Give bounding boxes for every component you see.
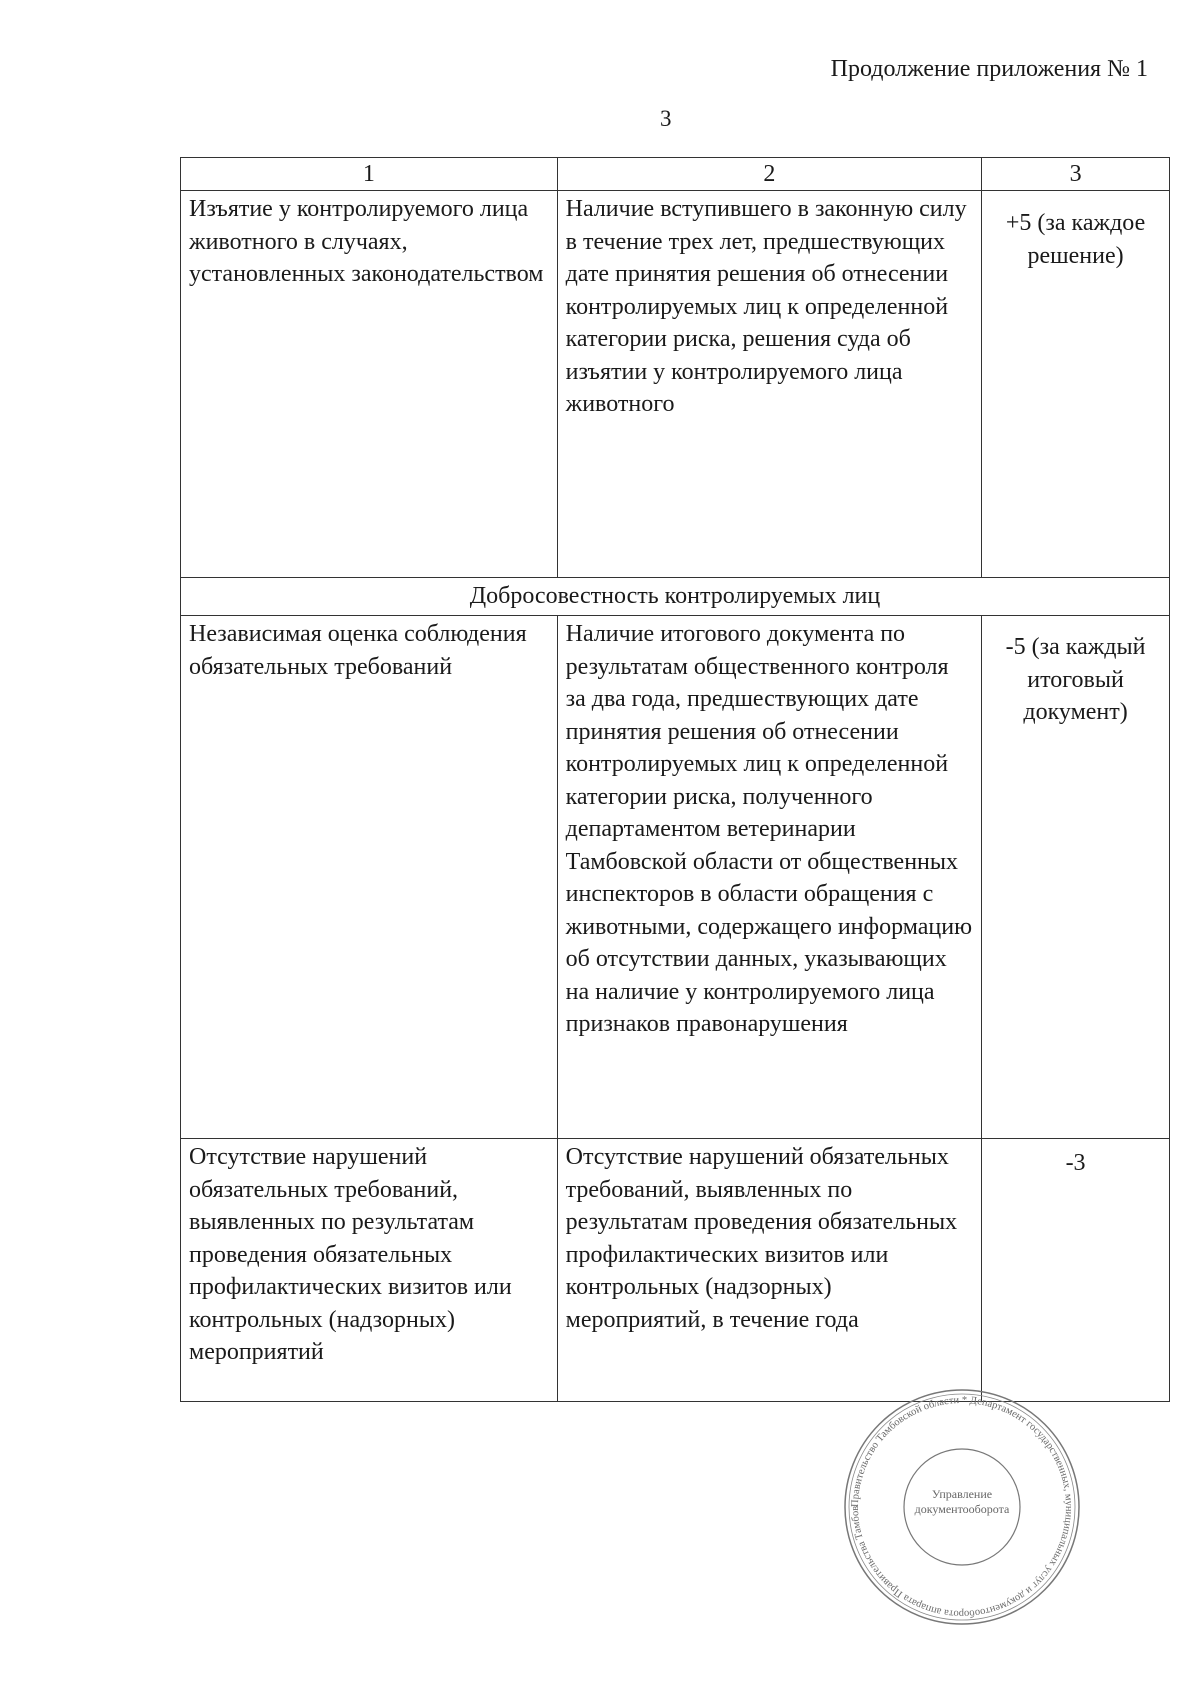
page-number: 3 <box>660 106 672 131</box>
official-stamp <box>842 1387 1082 1627</box>
row-score-cell <box>982 616 1170 1139</box>
row-indicator-cell: Наличие итогового документа по результатам общественного контроля за два года, предшествующих дате принятия решения об отнесении контролируемых лиц к определенной категории риска, полученного департаментом ветеринарии Тамбовской области от общественных инспекторов в области обращения с животными, содержащего информацию об отсутствии данных, указывающих на наличие у контролируемого лица признаков правонарушения <box>557 616 982 1139</box>
row-score-cell <box>982 191 1170 578</box>
row-score-text: +5 (за каждое решение) <box>1005 210 1146 269</box>
stamp-center-text: Управление документооборота <box>914 1487 1010 1516</box>
row-score-text: -5 (за каждый итоговый документ) <box>1005 634 1146 725</box>
row-criterion-cell: Независимая оценка соблюдения обязательных требований <box>181 616 558 1139</box>
row-criterion-cell: Отсутствие нарушений обязательных требований, выявленных по результатам проведения обязательных профилактических визитов или контрольных (надзорных) мероприятий <box>181 1139 558 1402</box>
table-row <box>181 616 1170 1139</box>
table-row <box>181 191 1170 578</box>
stamp-graphic <box>842 1387 1082 1627</box>
header-note: Продолжение приложения № 1 <box>830 56 1148 82</box>
row-score-cell <box>982 1139 1170 1402</box>
criteria-table <box>180 157 1170 1402</box>
column-header-3: 3 <box>982 158 1170 191</box>
section-title: Добросовестность контролируемых лиц <box>181 578 1170 616</box>
table-header-row <box>181 158 1170 191</box>
column-header-2: 2 <box>557 158 982 191</box>
section-title-row <box>181 578 1170 616</box>
row-indicator-cell: Наличие вступившего в законную силу в течение трех лет, предшествующих дате принятия решения об отнесении контролируемых лиц к определенной категории риска, решения суда об изъятии у контролируемого лица животного <box>557 191 982 578</box>
row-score-text: -3 <box>1065 1150 1086 1176</box>
row-indicator-cell: Отсутствие нарушений обязательных требований, выявленных по результатам проведения обязательных профилактических визитов или контрольных (надзорных) мероприятий, в течение года <box>557 1139 982 1402</box>
stamp-outer-text: Правительство Тамбовской области * Департамент государственных, муниципальных услуг и документооборота аппарата Правительства Тамбов <box>849 1394 1075 1620</box>
column-header-1: 1 <box>181 158 558 191</box>
table-row <box>181 1139 1170 1402</box>
row-criterion-cell: Изъятие у контролируемого лица животного в случаях, установленных законодательством <box>181 191 558 578</box>
